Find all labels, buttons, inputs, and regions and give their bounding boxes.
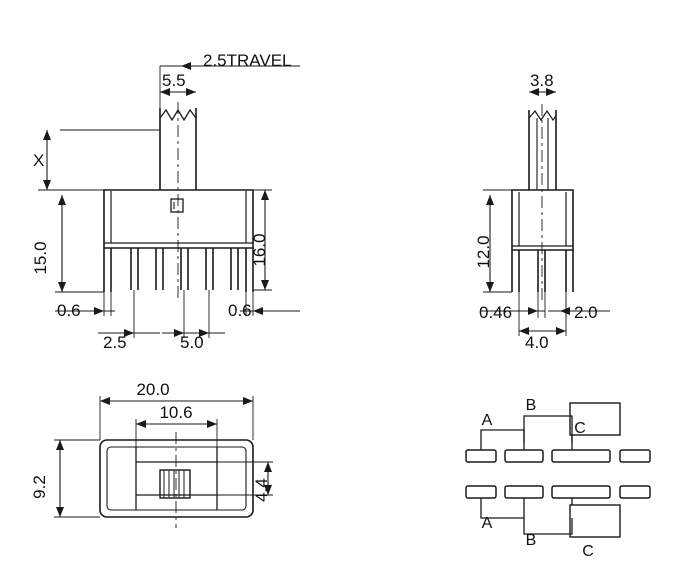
dim-label-travel: 2.5TRAVEL [203,51,292,70]
dim-label-x-height: X [33,151,45,170]
schematic-link-top-b [524,416,572,442]
schematic-label-top-a: A [481,412,493,429]
dim-label-slot-length: 10.6 [159,403,193,422]
schematic-pad-bottom-4 [620,486,650,498]
dim-label-body-height: 16.0 [250,233,269,267]
dim-40-arrow-right [556,327,566,335]
dim-150-arrow-bottom [58,282,66,292]
dim-06-right-arrow [253,307,263,315]
dim-label-pin-width-right: 0.6 [228,301,252,320]
dim-label-pin-thickness: 0.46 [479,303,513,322]
top-view [100,432,253,528]
dim-label-overall-length: 20.0 [136,380,170,399]
schematic-pad-top-3 [552,450,610,462]
schematic-slider-bottom [570,505,620,537]
side-mount-tab-right [566,250,573,292]
schematic-link-top-a [481,430,524,442]
top-slot-rails [136,462,217,495]
schematic-pad-bottom-1 [466,486,496,498]
side-mount-tab-left [512,250,519,292]
dim-92-arrow-top [56,440,64,450]
dim-046-arrow [528,307,538,315]
top-slot-edges [136,447,217,510]
dim-label-pin-offset: 2.5 [103,333,127,352]
schematic-label-top-c: C [574,420,586,437]
dim-label-pin-pitch: 5.0 [180,333,204,352]
dim-x-arrow-bottom [43,180,51,190]
side-actuator-break-line [529,111,556,120]
dim-200-arrow-right [243,397,253,405]
dim-160-arrow-top [261,190,269,200]
front-view [104,102,253,300]
schematic-pad-bottom-3 [552,486,610,498]
dim-travel-arrow [181,62,191,70]
dim-x-arrow-top [43,130,51,140]
dim-120-arrow-bottom [486,282,494,292]
dim-44-arrow-top [264,462,272,472]
schematic-label-bottom-b: B [525,532,537,549]
dim-label-pin-width-left: 0.6 [57,301,81,320]
dim-200-arrow-left [100,397,110,405]
side-pin-center [538,250,545,292]
front-pin-2 [156,248,163,290]
front-mount-tab-left [104,248,111,292]
front-pin-1 [131,248,138,290]
front-body-center-detail [171,199,183,212]
dim-label-slot-width: 4.4 [252,478,271,502]
dim-55-arrow-right [186,88,196,96]
front-pin-5 [231,248,238,290]
front-pin-3 [181,248,188,290]
dim-label-overall-width: 9.2 [30,475,49,499]
schematic-label-bottom-c: C [582,543,594,560]
dim-label-side-body-height: 12.0 [474,235,493,269]
top-body-inner-outline [107,447,246,510]
dim-20-arrow [560,307,570,315]
dim-106-arrow-right [207,420,217,428]
dim-label-side-actuator-width: 3.8 [530,71,554,90]
schematic-link-bottom-stubs [481,498,572,506]
dim-150-arrow-top [58,195,66,205]
side-actuator-stem [529,110,556,190]
schematic-pad-top-4 [620,450,650,462]
dim-label-side-pin-pitch: 4.0 [525,333,549,352]
side-view-dimensions [480,88,610,336]
top-knob-grip-lines [164,470,184,498]
schematic-pad-top-1 [466,450,496,462]
dim-label-actuator-width: 5.5 [162,71,186,90]
schematic-pad-bottom-2 [505,486,543,498]
schematic-link-top-stubs [481,435,572,450]
side-body-outline [512,190,573,250]
dim-label-pin-spacing: 2.0 [574,303,598,322]
dim-06-left-arrow [94,307,104,315]
side-actuator-inner-lines [537,118,548,190]
schematic-label-bottom-a: A [481,515,493,532]
dim-120-arrow-top [486,195,494,205]
dim-label-overall-height: 15.0 [31,241,50,275]
contact-schematic [466,403,650,537]
dim-92-arrow-bottom [56,507,64,517]
dim-160-arrow-bottom [261,280,269,290]
front-view-dimensions [38,62,300,338]
side-view [512,104,573,302]
schematic-pad-top-2 [505,450,543,462]
side-body-inner-edges [519,192,566,246]
dim-106-arrow-left [136,420,146,428]
top-body-outline [100,440,253,517]
front-pin-4 [206,248,213,290]
schematic-label-top-b: B [525,397,537,414]
